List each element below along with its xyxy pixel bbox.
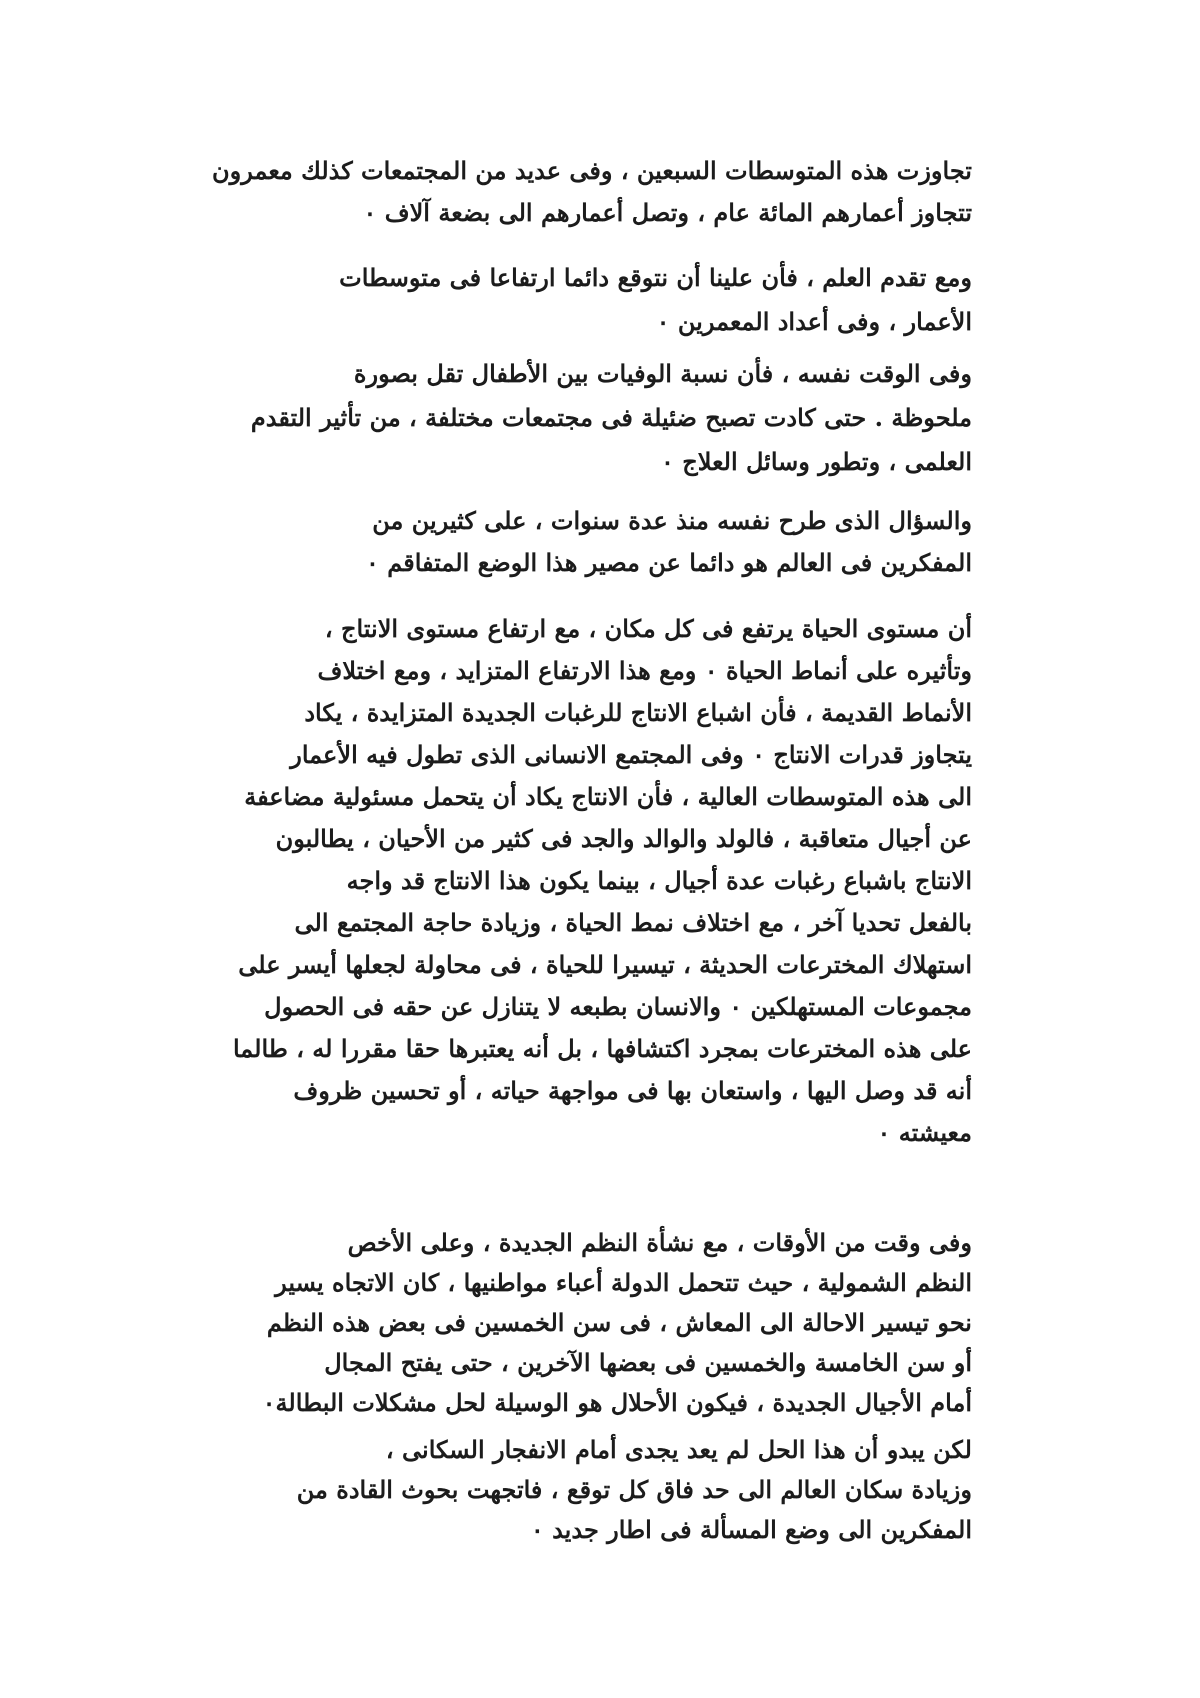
paragraph-line: ملحوظة . حتى كادت تصبح ضئيلة فى مجتمعات مختلفة ، من تأثير التقدم <box>250 403 972 432</box>
paragraph-line: أنه قد وصل اليها ، واستعان بها فى مواجهة حياته ، أو تحسين ظروف <box>293 1076 972 1105</box>
paragraph-line: نحو تيسير الاحالة الى المعاش ، فى سن الخمسين فى بعض هذه النظم <box>266 1308 972 1337</box>
paragraph-3 <box>204 352 972 484</box>
paragraph-7 <box>204 1430 972 1550</box>
paragraph-line: أو سن الخامسة والخمسين فى بعضها الآخرين ، حتى يفتح المجال <box>324 1348 972 1377</box>
paragraph-6 <box>204 1223 972 1423</box>
paragraph-5 <box>204 608 972 1154</box>
paragraph-line: يتجاوز قدرات الانتاج ٠ وفى المجتمع الانسانى الذى تطول فيه الأعمار <box>290 740 972 769</box>
paragraph-line: الأنماط القديمة ، فأن اشباع الانتاج للرغبات الجديدة المتزايدة ، يكاد <box>304 698 972 727</box>
paragraph-line: أن مستوى الحياة يرتفع فى كل مكان ، مع ارتفاع مستوى الانتاج ، <box>324 614 972 643</box>
paragraph-line: المفكرين فى العالم هو دائما عن مصير هذا الوضع المتفاقم ٠ <box>366 548 972 577</box>
paragraph-line: مجموعات المستهلكين ٠ والانسان بطبعه لا يتنازل عن حقه فى الحصول <box>264 992 972 1021</box>
paragraph-line: الى هذه المتوسطات العالية ، فأن الانتاج يكاد أن يتحمل مسئولية مضاعفة <box>244 782 972 811</box>
paragraph-line: بالفعل تحديا آخر ، مع اختلاف نمط الحياة ، وزيادة حاجة المجتمع الى <box>294 908 972 937</box>
paragraph-line: النظم الشمولية ، حيث تتحمل الدولة أعباء مواطنيها ، كان الاتجاه يسير <box>275 1268 972 1297</box>
paragraph-line: تتجاوز أعمارهم المائة عام ، وتصل أعمارهم الى بضعة آلاف ٠ <box>363 198 972 227</box>
paragraph-line: عن أجيال متعاقبة ، فالولد والوالد والجد فى كثير من الأحيان ، يطالبون <box>275 824 972 853</box>
paragraph-line: ومع تقدم العلم ، فأن علينا أن نتوقع دائما ارتفاعا فى متوسطات <box>339 263 972 292</box>
paragraph-line: معيشته ٠ <box>877 1118 972 1147</box>
paragraph-line: وتأثيره على أنماط الحياة ٠ ومع هذا الارتفاع المتزايد ، ومع اختلاف <box>317 656 972 685</box>
paragraph-line: وزيادة سكان العالم الى حد فاق كل توقع ، فاتجهت بحوث القادة من <box>296 1475 972 1504</box>
paragraph-2 <box>204 256 972 344</box>
paragraph-line: على هذه المخترعات بمجرد اكتشافها ، بل أنه يعتبرها حقا مقررا له ، طالما <box>232 1034 972 1063</box>
paragraph-line: المفكرين الى وضع المسألة فى اطار جديد ٠ <box>530 1515 972 1544</box>
paragraph-line: والسؤال الذى طرح نفسه منذ عدة سنوات ، على كثيرين من <box>372 506 972 535</box>
paragraph-line: تجاوزت هذه المتوسطات السبعين ، وفى عديد من المجتمعات كذلك معمرون <box>212 156 972 185</box>
paragraph-line: لكن يبدو أن هذا الحل لم يعد يجدى أمام الانفجار السكانى ، <box>385 1435 972 1464</box>
paragraph-line: العلمى ، وتطور وسائل العلاج ٠ <box>661 447 972 476</box>
paragraph-line: وفى وقت من الأوقات ، مع نشأة النظم الجديدة ، وعلى الأخص <box>347 1228 972 1257</box>
paragraph-line: الانتاج باشباع رغبات عدة أجيال ، بينما يكون هذا الانتاج قد واجه <box>346 866 972 895</box>
paragraph-4 <box>204 500 972 584</box>
paragraph-line: أمام الأجيال الجديدة ، فيكون الأحلال هو الوسيلة لحل مشكلات البطالة٠ <box>262 1388 972 1417</box>
paragraph-line: الأعمار ، وفى أعداد المعمرين ٠ <box>656 307 972 336</box>
paragraph-line: استهلاك المخترعات الحديثة ، تيسيرا للحياة ، فى محاولة لجعلها أيسر على <box>238 950 972 979</box>
paragraph-line: وفى الوقت نفسه ، فأن نسبة الوفيات بين الأطفال تقل بصورة <box>353 359 972 388</box>
paragraph-1 <box>204 150 972 234</box>
